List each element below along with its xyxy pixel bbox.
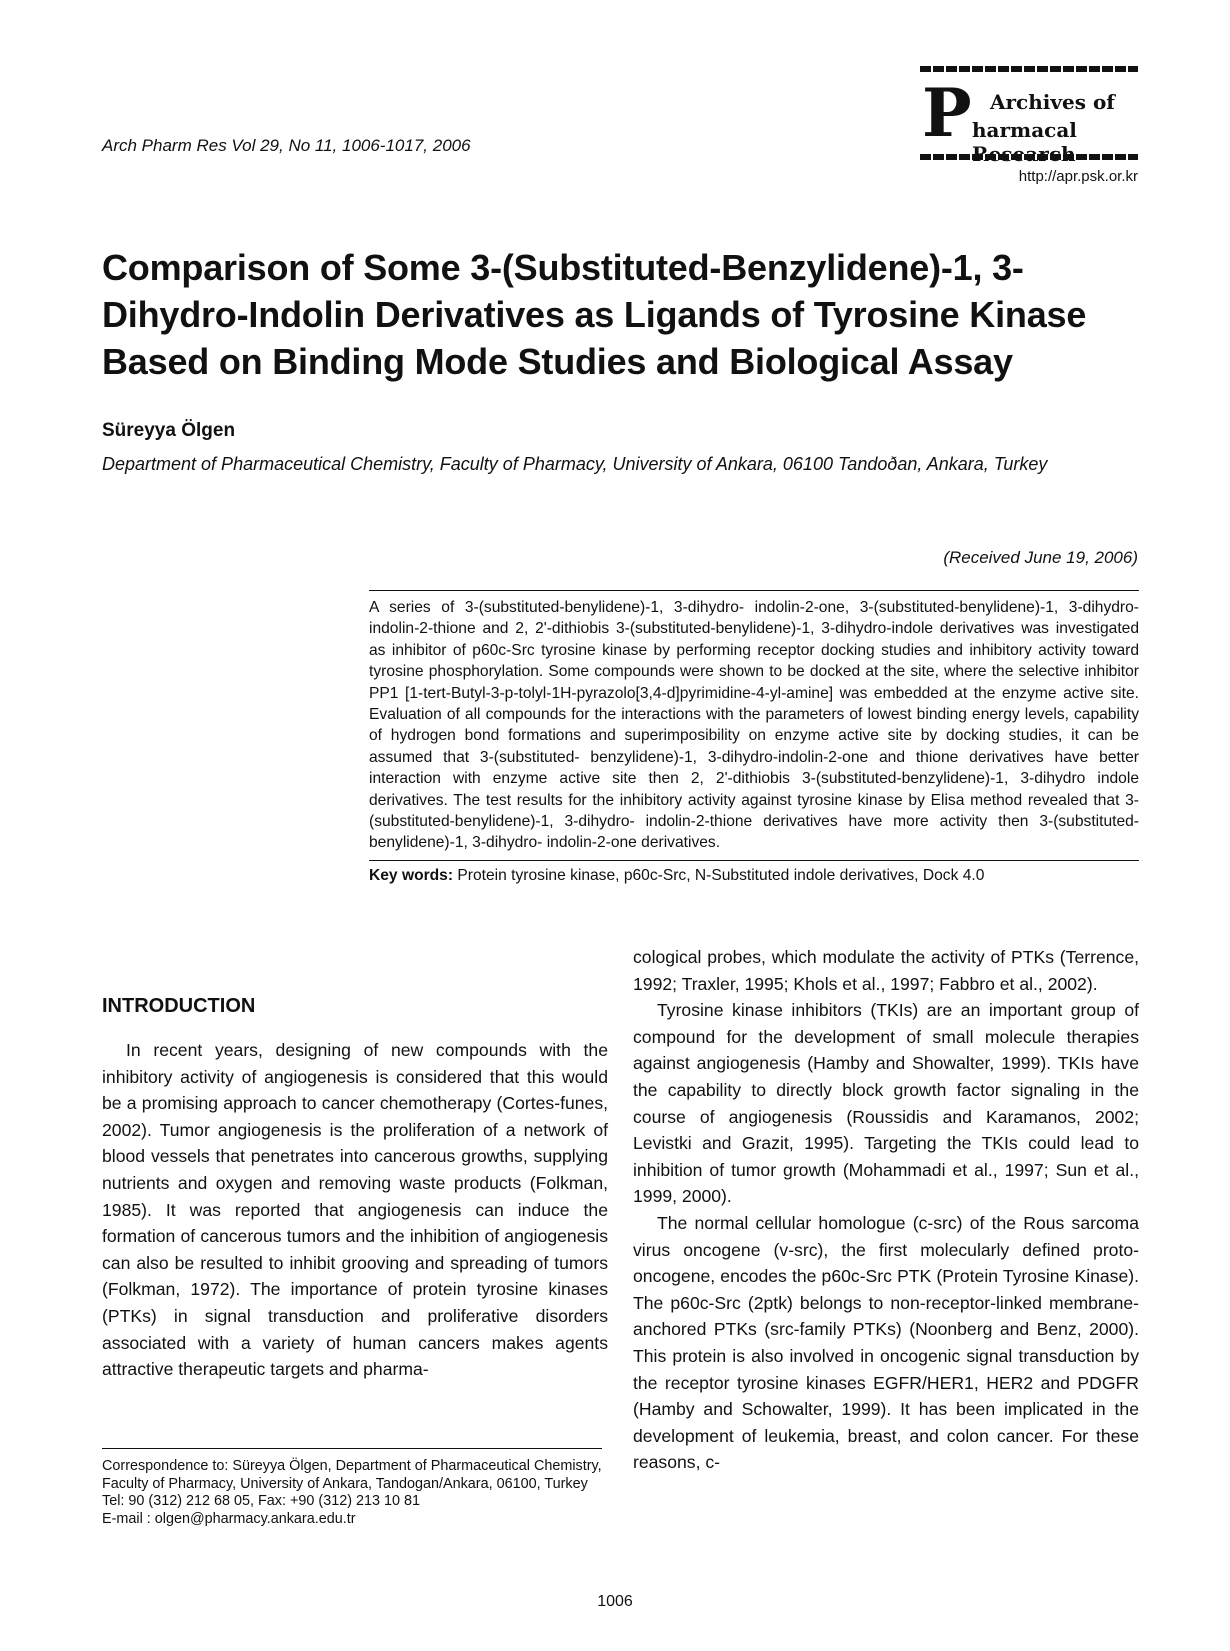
logo-line-2: harmacal <box>972 118 1077 142</box>
logo-line-1: Archives of <box>990 90 1115 114</box>
intro-paragraph-1: In recent years, designing of new compounds with the inhibitory activity of angiogenesis is considered that this would be a promising approach to cancer chemotherapy (Cortes-funes, 2002). Tumor angiogenesis is the proliferation of a network of blood vessels that penetrates into cancerous growths, supplying nutrients and oxygen and removing waste products (Folkman, 1985). It was reported that angiogenesis can induce the formation of cancerous tumors and the inhibition of angiogenesis can also be resulted to inhibit grooving and spreading of tumors (Folkman, 1972). The importance of protein tyrosine kinases (PTKs) in signal transduction and proliferative disorders associated with a variety of human cancers makes agents attractive therapeutic targets and pharma- <box>102 1040 608 1380</box>
abstract-top-rule <box>369 590 1139 591</box>
journal-url[interactable]: http://apr.psk.or.kr <box>1018 168 1138 185</box>
intro-paragraph-3: Tyrosine kinase inhibitors (TKIs) are an important group of compound for the development of small molecule therapies against angiogenesis (Hamby and Showalter, 1999). TKIs have the capability to directly block growth factor signaling in the course of angiogenesis (Roussidis and Karamanos, 2002; Levistki and Grazit, 1995). Targeting the TKIs could lead to inhibition of tumor growth (Mohammadi et al., 1997; Sun et al., 1999, 2000). <box>633 1000 1139 1207</box>
correspondence-footnote <box>102 1458 608 1528</box>
logo-bottom-rule <box>920 154 1138 160</box>
keywords-text: Protein tyrosine kinase, p60c-Src, N-Substituted indole derivatives, Dock 4.0 <box>457 866 985 884</box>
intro-paragraph-2: cological probes, which modulate the activity of PTKs (Terrence, 1992; Traxler, 1995; Khols et al., 1997; Fabbro et al., 2002). <box>633 947 1139 994</box>
abstract-block <box>369 590 1139 885</box>
keywords-line <box>369 867 1139 885</box>
author-affiliation: Department of Pharmaceutical Chemistry, Faculty of Pharmacy, University of Ankara, 06100 Tandoðan, Ankara, Turkey <box>102 454 1048 474</box>
logo-letter: P <box>922 74 972 152</box>
right-column <box>633 944 1139 1476</box>
intro-paragraph-4: The normal cellular homologue (c-src) of the Rous sarcoma virus oncogene (v-src), the first molecularly defined proto-oncogene, encodes the p60c-Src PTK (Protein Tyrosine Kinase). The p60c-Src (2ptk) belongs to non-receptor-linked membrane-anchored PTKs (src-family PTKs) (Noonberg and Benz, 2000). This protein is also involved in oncogenic signal transduction by the receptor tyrosine kinases EGFR/HER1, HER2 and PDGFR (Hamby and Schowalter, 1999). It has been implicated in the development of leukemia, breast, and colon cancer. For these reasons, c- <box>633 1212 1139 1473</box>
footnote-correspondence: Correspondence to: Süreyya Ölgen, Department of Pharmaceutical Chemistry, Faculty of Pharmacy, University of Ankara, Tandogan/Ankara, 06100, Turkey <box>102 1458 602 1492</box>
introduction-heading: INTRODUCTION <box>102 995 256 1017</box>
footnote-email[interactable]: E-mail : olgen@pharmacy.ankara.edu.tr <box>102 1510 356 1527</box>
keywords-rule <box>369 860 1139 861</box>
abstract-text: A series of 3-(substituted-benylidene)-1, 3-dihydro- indolin-2-one, 3-(substituted-benylidene)-1, 3-dihydro- indolin-2-thione and 2, 2'-dithiobis 3-(substituted-benylidene)-1, 3-dihydro-indole derivatives was investigated as inhibitor of p60c-Src tyrosine kinase by performing receptor docking studies and inhibitory activity toward tyrosine phosphorylation. Some compounds were shown to be docked at the site, where the selective inhibitor PP1 [1-tert-Butyl-3-p-tolyl-1H-pyrazolo[3,4-d]pyrimidine-4-yl-amine] was embedded at the enzyme active site. Evaluation of all compounds for the interactions with the parameters of lowest binding energy levels, capability of hydrogen bond formations and superimposibility on enzyme active site by docking studies, it can be assumed that 3-(substituted- benzylidene)-1, 3-dihydro-indolin-2-one and thione derivatives have better interaction with enzyme active site then 2, 2'-dithiobis 3-(substituted-benzylidene)-1, 3-dihydro indole derivatives. The test results for the inhibitory activity against tyrosine kinase by Elisa method revealed that 3-(substituted-benylidene)-1, 3-dihydro- indolin-2-thione derivatives have more activity then 3-(substituted-benylidene)-1, 3-dihydro- indolin-2-one derivatives. <box>369 599 1139 852</box>
logo-top-rule <box>920 66 1138 72</box>
received-date: (Received June 19, 2006) <box>943 548 1138 567</box>
footnote-phone: Tel: 90 (312) 212 68 05, Fax: +90 (312) 213 10 81 <box>102 1493 421 1510</box>
page-number: 1006 <box>597 1593 633 1610</box>
author-name: Süreyya Ölgen <box>102 420 236 441</box>
footnote-rule <box>102 1448 602 1449</box>
journal-citation: Arch Pharm Res Vol 29, No 11, 1006-1017, 2006 <box>102 136 471 155</box>
left-column <box>102 993 608 1383</box>
keywords-label: Key words: <box>369 866 454 884</box>
article-title: Comparison of Some 3-(Substituted-Benzylidene)-1, 3-Dihydro-Indolin Derivatives as Ligands of Tyrosine Kinase Based on Binding Mode Studies and Biological Assay <box>102 247 1087 382</box>
journal-logo <box>920 66 1138 190</box>
